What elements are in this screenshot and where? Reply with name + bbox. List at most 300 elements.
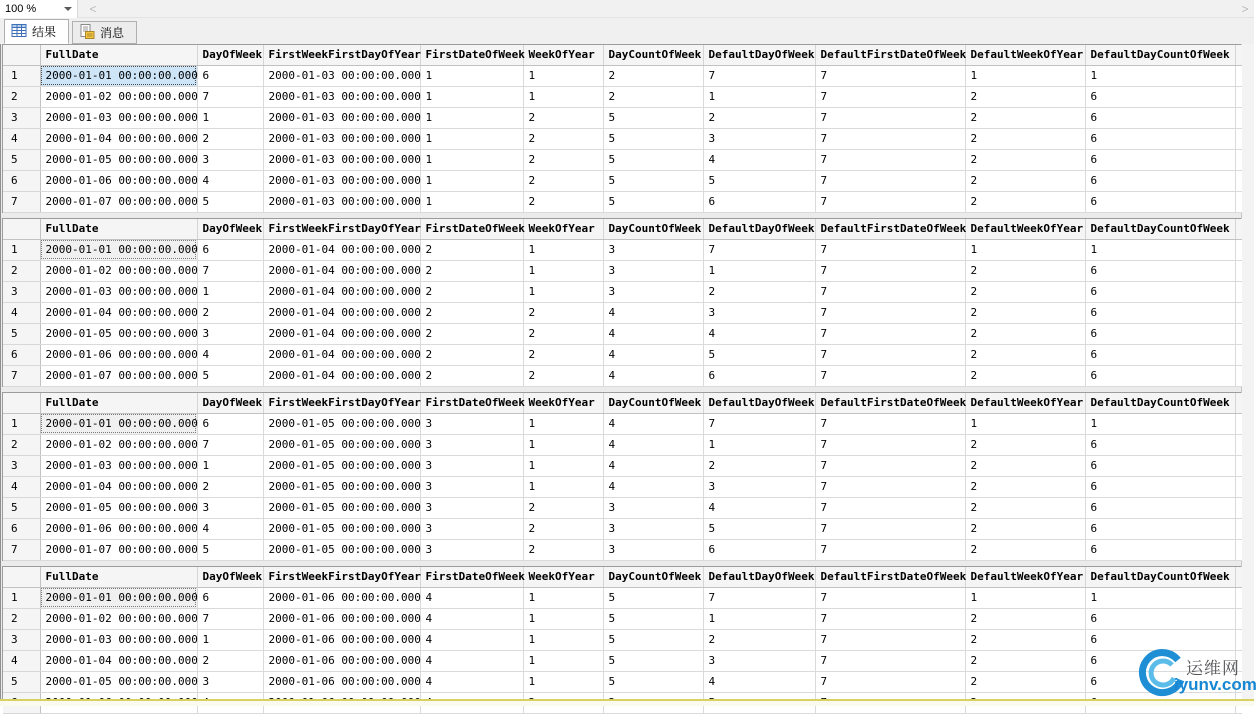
cell[interactable]: 2 [965,365,1085,386]
cell[interactable]: 2000-01-07 00:00:00.000 [40,539,197,560]
cell[interactable]: 2000-01-04 00:00:00.000 [263,260,420,281]
cell[interactable]: 2000-01-03 00:00:00.000 [40,281,197,302]
cell[interactable]: 2000-01-03 00:00:00.000 [40,455,197,476]
cell[interactable]: 2 [965,608,1085,629]
cell[interactable]: 2 [420,365,523,386]
row-header[interactable]: 3 [3,455,40,476]
column-header-DefaultWeekOfYear[interactable]: DefaultWeekOfYear [965,393,1085,413]
cell[interactable]: 7 [815,608,965,629]
cell[interactable]: 2000-01-06 00:00:00.000 [40,518,197,539]
cell[interactable]: 6 [197,413,263,434]
column-header-DefaultFirstDateOfWeek[interactable]: DefaultFirstDateOfWeek [815,219,965,239]
cell[interactable]: 2 [523,107,603,128]
cell[interactable]: 6 [1085,608,1235,629]
cell[interactable]: 1 [420,86,523,107]
cell[interactable]: 7 [197,608,263,629]
cell[interactable]: 6 [1085,191,1235,212]
cell[interactable]: 2 [965,260,1085,281]
row-header[interactable]: 2 [3,260,40,281]
cell[interactable]: 2 [965,518,1085,539]
cell[interactable]: 3 [420,476,523,497]
cell[interactable]: 3 [420,539,523,560]
cell[interactable]: 7 [815,239,965,260]
column-header-DefaultDayCountOfWeek[interactable]: DefaultDayCountOfWeek [1085,567,1235,587]
column-header-FirstWeekFirstDayOfYear[interactable]: FirstWeekFirstDayOfYear [263,567,420,587]
tab-results[interactable] [4,19,69,44]
cell[interactable]: 5 [603,650,703,671]
cell[interactable]: 1 [523,239,603,260]
cell[interactable]: 7 [815,323,965,344]
cell[interactable]: 2 [523,149,603,170]
cell[interactable]: 2000-01-04 00:00:00.000 [40,302,197,323]
cell[interactable]: 6 [1085,650,1235,671]
cell[interactable]: 2 [523,128,603,149]
cell[interactable]: 6 [1085,170,1235,191]
cell[interactable]: 1 [1085,239,1235,260]
cell[interactable]: 2000-01-05 00:00:00.000 [263,413,420,434]
cell[interactable]: 2000-01-02 00:00:00.000 [40,260,197,281]
column-header-FirstDateOfWeek[interactable]: FirstDateOfWeek [420,393,523,413]
cell[interactable]: 7 [815,149,965,170]
cell[interactable]: 6 [1085,149,1235,170]
column-header-FirstDateOfWeek[interactable]: FirstDateOfWeek [420,567,523,587]
column-header-FirstWeekFirstDayOfYear[interactable]: FirstWeekFirstDayOfYear [263,45,420,65]
cell[interactable]: 1 [965,239,1085,260]
column-header-DayOfWeek[interactable]: DayOfWeek [197,393,263,413]
cell[interactable]: 6 [1085,671,1235,692]
cell[interactable]: 2 [197,476,263,497]
cell[interactable]: 7 [815,107,965,128]
cell[interactable]: 3 [197,497,263,518]
row-header[interactable]: 4 [3,302,40,323]
cell[interactable]: 2 [197,650,263,671]
row-header[interactable]: 7 [3,191,40,212]
cell[interactable]: 7 [815,170,965,191]
cell[interactable]: 7 [815,344,965,365]
cell[interactable]: 7 [815,455,965,476]
cell[interactable]: 2 [965,191,1085,212]
row-header[interactable]: 6 [3,170,40,191]
cell[interactable]: 1 [703,86,815,107]
cell[interactable]: 2000-01-03 00:00:00.000 [40,629,197,650]
cell[interactable]: 2000-01-06 00:00:00.000 [263,587,420,608]
cell[interactable]: 2000-01-04 00:00:00.000 [263,344,420,365]
cell[interactable]: 2000-01-05 00:00:00.000 [263,539,420,560]
cell[interactable]: 5 [603,629,703,650]
cell[interactable]: 6 [1085,107,1235,128]
cell[interactable]: 2 [965,434,1085,455]
cell[interactable]: 2 [523,302,603,323]
cell[interactable]: 7 [815,539,965,560]
cell[interactable]: 2000-01-06 00:00:00.000 [263,650,420,671]
cell[interactable]: 5 [197,539,263,560]
column-header-DefaultDayOfWeek[interactable]: DefaultDayOfWeek [703,219,815,239]
cell[interactable]: 2000-01-05 00:00:00.000 [263,455,420,476]
cell[interactable]: 2000-01-05 00:00:00.000 [263,497,420,518]
cell[interactable]: 7 [703,587,815,608]
cell[interactable]: 4 [703,497,815,518]
cell[interactable]: 3 [420,455,523,476]
cell[interactable]: 4 [197,170,263,191]
hscroll-right-arrow[interactable]: > [1241,2,1249,16]
cell[interactable]: 1 [703,434,815,455]
cell[interactable]: 2000-01-07 00:00:00.000 [40,191,197,212]
row-header[interactable]: 4 [3,650,40,671]
cell[interactable]: 2 [703,107,815,128]
column-header-FirstDateOfWeek[interactable]: FirstDateOfWeek [420,45,523,65]
cell[interactable]: 7 [197,86,263,107]
cell[interactable]: 1 [523,629,603,650]
cell[interactable]: 4 [197,518,263,539]
cell[interactable]: 2 [420,260,523,281]
cell[interactable]: 5 [603,107,703,128]
cell[interactable]: 6 [1085,344,1235,365]
cell[interactable]: 4 [603,344,703,365]
cell[interactable]: 7 [815,128,965,149]
cell[interactable]: 2000-01-03 00:00:00.000 [263,86,420,107]
cell[interactable]: 2 [965,107,1085,128]
cell[interactable]: 1 [965,587,1085,608]
column-header-DefaultWeekOfYear[interactable]: DefaultWeekOfYear [965,567,1085,587]
cell[interactable]: 1 [197,629,263,650]
cell[interactable]: 7 [703,239,815,260]
row-header[interactable]: 4 [3,476,40,497]
cell[interactable]: 2 [965,671,1085,692]
cell[interactable]: 3 [603,497,703,518]
cell[interactable]: 1 [1085,413,1235,434]
cell[interactable]: 4 [420,671,523,692]
cell[interactable]: 2 [603,86,703,107]
cell[interactable]: 4 [603,413,703,434]
column-header-DayCountOfWeek[interactable]: DayCountOfWeek [603,45,703,65]
cell[interactable]: 6 [703,191,815,212]
cell[interactable]: 4 [420,629,523,650]
cell[interactable]: 5 [603,587,703,608]
cell[interactable]: 6 [1085,476,1235,497]
cell[interactable]: 2000-01-03 00:00:00.000 [263,65,420,86]
cell[interactable]: 1 [197,455,263,476]
cell[interactable]: 2 [420,323,523,344]
cell[interactable]: 6 [197,587,263,608]
cell[interactable]: 7 [815,671,965,692]
tab-messages[interactable] [72,21,137,44]
cell[interactable]: 2000-01-07 00:00:00.000 [40,365,197,386]
cell[interactable]: 2 [197,128,263,149]
cell[interactable]: 7 [197,434,263,455]
row-header[interactable]: 7 [3,539,40,560]
cell[interactable]: 6 [1085,629,1235,650]
cell[interactable]: 5 [703,170,815,191]
corner-header[interactable] [3,393,40,413]
cell[interactable]: 4 [603,323,703,344]
cell[interactable]: 6 [197,239,263,260]
column-header-DayCountOfWeek[interactable]: DayCountOfWeek [603,219,703,239]
cell[interactable]: 2000-01-04 00:00:00.000 [263,365,420,386]
cell[interactable]: 6 [1085,539,1235,560]
cell[interactable]: 7 [815,434,965,455]
cell[interactable]: 2 [523,344,603,365]
cell[interactable]: 2 [965,128,1085,149]
cell[interactable]: 3 [420,518,523,539]
cell[interactable]: 1 [197,107,263,128]
cell[interactable]: 6 [1085,86,1235,107]
row-header[interactable]: 7 [3,365,40,386]
cell[interactable]: 2000-01-06 00:00:00.000 [263,671,420,692]
cell[interactable]: 2000-01-04 00:00:00.000 [263,302,420,323]
cell[interactable]: 2000-01-03 00:00:00.000 [40,107,197,128]
cell[interactable]: 1 [1085,587,1235,608]
corner-header[interactable] [3,45,40,65]
column-header-FullDate[interactable]: FullDate [40,393,197,413]
column-header-WeekOfYear[interactable]: WeekOfYear [523,45,603,65]
row-header[interactable]: 3 [3,107,40,128]
cell[interactable]: 2 [965,281,1085,302]
cell[interactable]: 2000-01-03 00:00:00.000 [263,149,420,170]
cell[interactable]: 2 [965,476,1085,497]
cell[interactable]: 2 [603,65,703,86]
column-header-DefaultFirstDateOfWeek[interactable]: DefaultFirstDateOfWeek [815,567,965,587]
cell[interactable]: 2 [523,191,603,212]
cell[interactable]: 2000-01-05 00:00:00.000 [263,476,420,497]
cell[interactable]: 2000-01-03 00:00:00.000 [263,107,420,128]
cell[interactable]: 6 [703,365,815,386]
cell[interactable]: 4 [703,323,815,344]
column-header-DayOfWeek[interactable]: DayOfWeek [197,567,263,587]
cell[interactable]: 2000-01-02 00:00:00.000 [40,434,197,455]
cell[interactable]: 2 [965,539,1085,560]
cell[interactable]: 1 [523,671,603,692]
row-header[interactable]: 1 [3,239,40,260]
corner-header[interactable] [3,567,40,587]
cell[interactable]: 2 [523,323,603,344]
row-header[interactable]: 3 [3,629,40,650]
cell[interactable]: 7 [815,191,965,212]
cell[interactable]: 1 [703,608,815,629]
corner-header[interactable] [3,219,40,239]
column-header-WeekOfYear[interactable]: WeekOfYear [523,567,603,587]
cell[interactable]: 6 [1085,323,1235,344]
cell[interactable]: 5 [703,344,815,365]
row-header[interactable]: 5 [3,497,40,518]
cell[interactable]: 2 [420,281,523,302]
cell[interactable]: 1 [1085,65,1235,86]
cell[interactable]: 7 [815,302,965,323]
cell[interactable]: 1 [523,476,603,497]
cell[interactable]: 1 [523,608,603,629]
cell[interactable]: 2000-01-03 00:00:00.000 [263,191,420,212]
cell[interactable]: 4 [420,650,523,671]
cell[interactable]: 2 [523,170,603,191]
row-header[interactable]: 1 [3,413,40,434]
cell[interactable]: 2000-01-02 00:00:00.000 [40,608,197,629]
cell[interactable]: 3 [703,476,815,497]
cell[interactable]: 6 [1085,365,1235,386]
column-header-FirstDateOfWeek[interactable]: FirstDateOfWeek [420,219,523,239]
cell[interactable]: 7 [815,365,965,386]
cell[interactable]: 1 [523,281,603,302]
cell[interactable]: 5 [603,608,703,629]
column-header-FirstWeekFirstDayOfYear[interactable]: FirstWeekFirstDayOfYear [263,393,420,413]
cell[interactable]: 2000-01-03 00:00:00.000 [263,128,420,149]
row-header[interactable]: 6 [3,344,40,365]
cell[interactable]: 5 [603,128,703,149]
column-header-DefaultWeekOfYear[interactable]: DefaultWeekOfYear [965,219,1085,239]
cell[interactable]: 3 [420,413,523,434]
row-header[interactable]: 2 [3,608,40,629]
cell[interactable]: 7 [197,260,263,281]
cell[interactable]: 1 [965,413,1085,434]
cell[interactable]: 3 [197,323,263,344]
cell[interactable]: 2 [703,455,815,476]
cell[interactable]: 5 [703,518,815,539]
cell[interactable]: 1 [523,413,603,434]
cell[interactable]: 7 [815,65,965,86]
column-header-DefaultDayCountOfWeek[interactable]: DefaultDayCountOfWeek [1085,45,1235,65]
vertical-scrollbar[interactable] [1241,44,1254,700]
column-header-DefaultFirstDateOfWeek[interactable]: DefaultFirstDateOfWeek [815,393,965,413]
column-header-DefaultDayCountOfWeek[interactable]: DefaultDayCountOfWeek [1085,219,1235,239]
row-header[interactable]: 5 [3,149,40,170]
column-header-FirstWeekFirstDayOfYear[interactable]: FirstWeekFirstDayOfYear [263,219,420,239]
cell[interactable]: 5 [603,191,703,212]
column-header-WeekOfYear[interactable]: WeekOfYear [523,393,603,413]
cell[interactable]: 3 [703,128,815,149]
column-header-FullDate[interactable]: FullDate [40,567,197,587]
cell[interactable]: 2 [523,365,603,386]
cell[interactable]: 2 [965,149,1085,170]
cell[interactable]: 4 [603,365,703,386]
cell[interactable]: 3 [420,497,523,518]
row-header[interactable]: 6 [3,518,40,539]
row-header[interactable]: 1 [3,65,40,86]
cell[interactable]: 5 [197,365,263,386]
cell[interactable]: 2 [965,455,1085,476]
column-header-DefaultWeekOfYear[interactable]: DefaultWeekOfYear [965,45,1085,65]
column-header-DayCountOfWeek[interactable]: DayCountOfWeek [603,567,703,587]
column-header-DayOfWeek[interactable]: DayOfWeek [197,219,263,239]
column-header-DefaultDayOfWeek[interactable]: DefaultDayOfWeek [703,393,815,413]
column-header-FullDate[interactable]: FullDate [40,45,197,65]
cell[interactable]: 2 [965,650,1085,671]
cell[interactable]: 7 [815,587,965,608]
cell[interactable]: 6 [1085,128,1235,149]
cell[interactable]: 2000-01-04 00:00:00.000 [40,476,197,497]
cell[interactable]: 2000-01-04 00:00:00.000 [40,128,197,149]
cell[interactable]: 5 [603,170,703,191]
cell[interactable]: 4 [603,302,703,323]
cell[interactable]: 2000-01-05 00:00:00.000 [40,323,197,344]
cell[interactable]: 2000-01-02 00:00:00.000 [40,86,197,107]
cell[interactable]: 5 [197,191,263,212]
cell[interactable]: 2 [965,86,1085,107]
row-header[interactable]: 2 [3,86,40,107]
cell[interactable]: 1 [523,434,603,455]
cell[interactable]: 6 [1085,434,1235,455]
cell[interactable]: 7 [815,86,965,107]
cell[interactable]: 2000-01-05 00:00:00.000 [40,149,197,170]
cell[interactable]: 2 [965,170,1085,191]
cell[interactable]: 1 [965,65,1085,86]
cell[interactable]: 2 [965,344,1085,365]
cell[interactable]: 1 [523,65,603,86]
column-header-DayOfWeek[interactable]: DayOfWeek [197,45,263,65]
cell[interactable]: 2000-01-04 00:00:00.000 [263,281,420,302]
cell[interactable]: 1 [523,86,603,107]
cell[interactable]: 4 [703,149,815,170]
cell[interactable]: 2000-01-06 00:00:00.000 [40,170,197,191]
cell[interactable]: 2 [965,497,1085,518]
column-header-DayCountOfWeek[interactable]: DayCountOfWeek [603,393,703,413]
cell[interactable]: 6 [1085,518,1235,539]
cell[interactable]: 7 [815,629,965,650]
column-header-DefaultDayCountOfWeek[interactable]: DefaultDayCountOfWeek [1085,393,1235,413]
cell[interactable]: 7 [815,650,965,671]
cell[interactable]: 6 [703,539,815,560]
cell[interactable]: 1 [703,260,815,281]
cell[interactable]: 2 [965,629,1085,650]
cell[interactable]: 2 [523,518,603,539]
column-header-DefaultDayOfWeek[interactable]: DefaultDayOfWeek [703,567,815,587]
cell[interactable]: 2000-01-06 00:00:00.000 [263,629,420,650]
cell[interactable]: 6 [1085,455,1235,476]
cell[interactable]: 2 [703,629,815,650]
cell[interactable]: 2 [420,344,523,365]
cell[interactable]: 2000-01-04 00:00:00.000 [263,239,420,260]
cell[interactable]: 7 [815,497,965,518]
cell[interactable]: 1 [197,281,263,302]
cell[interactable]: 2 [523,539,603,560]
cell[interactable]: 4 [703,671,815,692]
row-header[interactable]: 1 [3,587,40,608]
selected-cell[interactable]: 2000-01-01 00:00:00.000 [40,65,197,86]
cell[interactable]: 2 [197,302,263,323]
cell[interactable]: 1 [523,260,603,281]
selected-cell[interactable]: 2000-01-01 00:00:00.000 [40,413,197,434]
cell[interactable]: 2000-01-04 00:00:00.000 [263,323,420,344]
cell[interactable]: 1 [420,128,523,149]
cell[interactable]: 4 [420,608,523,629]
column-header-DefaultDayOfWeek[interactable]: DefaultDayOfWeek [703,45,815,65]
cell[interactable]: 7 [815,476,965,497]
column-header-DefaultFirstDateOfWeek[interactable]: DefaultFirstDateOfWeek [815,45,965,65]
cell[interactable]: 7 [815,518,965,539]
cell[interactable]: 4 [603,434,703,455]
cell[interactable]: 1 [420,107,523,128]
cell[interactable]: 7 [815,260,965,281]
cell[interactable]: 3 [703,302,815,323]
cell[interactable]: 3 [703,650,815,671]
cell[interactable]: 2000-01-04 00:00:00.000 [40,650,197,671]
row-header[interactable]: 2 [3,434,40,455]
cell[interactable]: 6 [197,65,263,86]
column-header-FullDate[interactable]: FullDate [40,219,197,239]
selected-cell[interactable]: 2000-01-01 00:00:00.000 [40,239,197,260]
cell[interactable]: 2 [420,239,523,260]
cell[interactable]: 2 [523,497,603,518]
cell[interactable]: 3 [603,260,703,281]
hscroll-left-arrow[interactable]: < [89,2,97,16]
row-header[interactable]: 3 [3,281,40,302]
cell[interactable]: 6 [1085,302,1235,323]
cell[interactable]: 2000-01-03 00:00:00.000 [263,170,420,191]
row-header[interactable]: 5 [3,323,40,344]
cell[interactable]: 4 [197,344,263,365]
cell[interactable]: 3 [420,434,523,455]
cell[interactable]: 5 [603,671,703,692]
cell[interactable]: 1 [523,587,603,608]
cell[interactable]: 2 [965,323,1085,344]
cell[interactable]: 3 [197,671,263,692]
